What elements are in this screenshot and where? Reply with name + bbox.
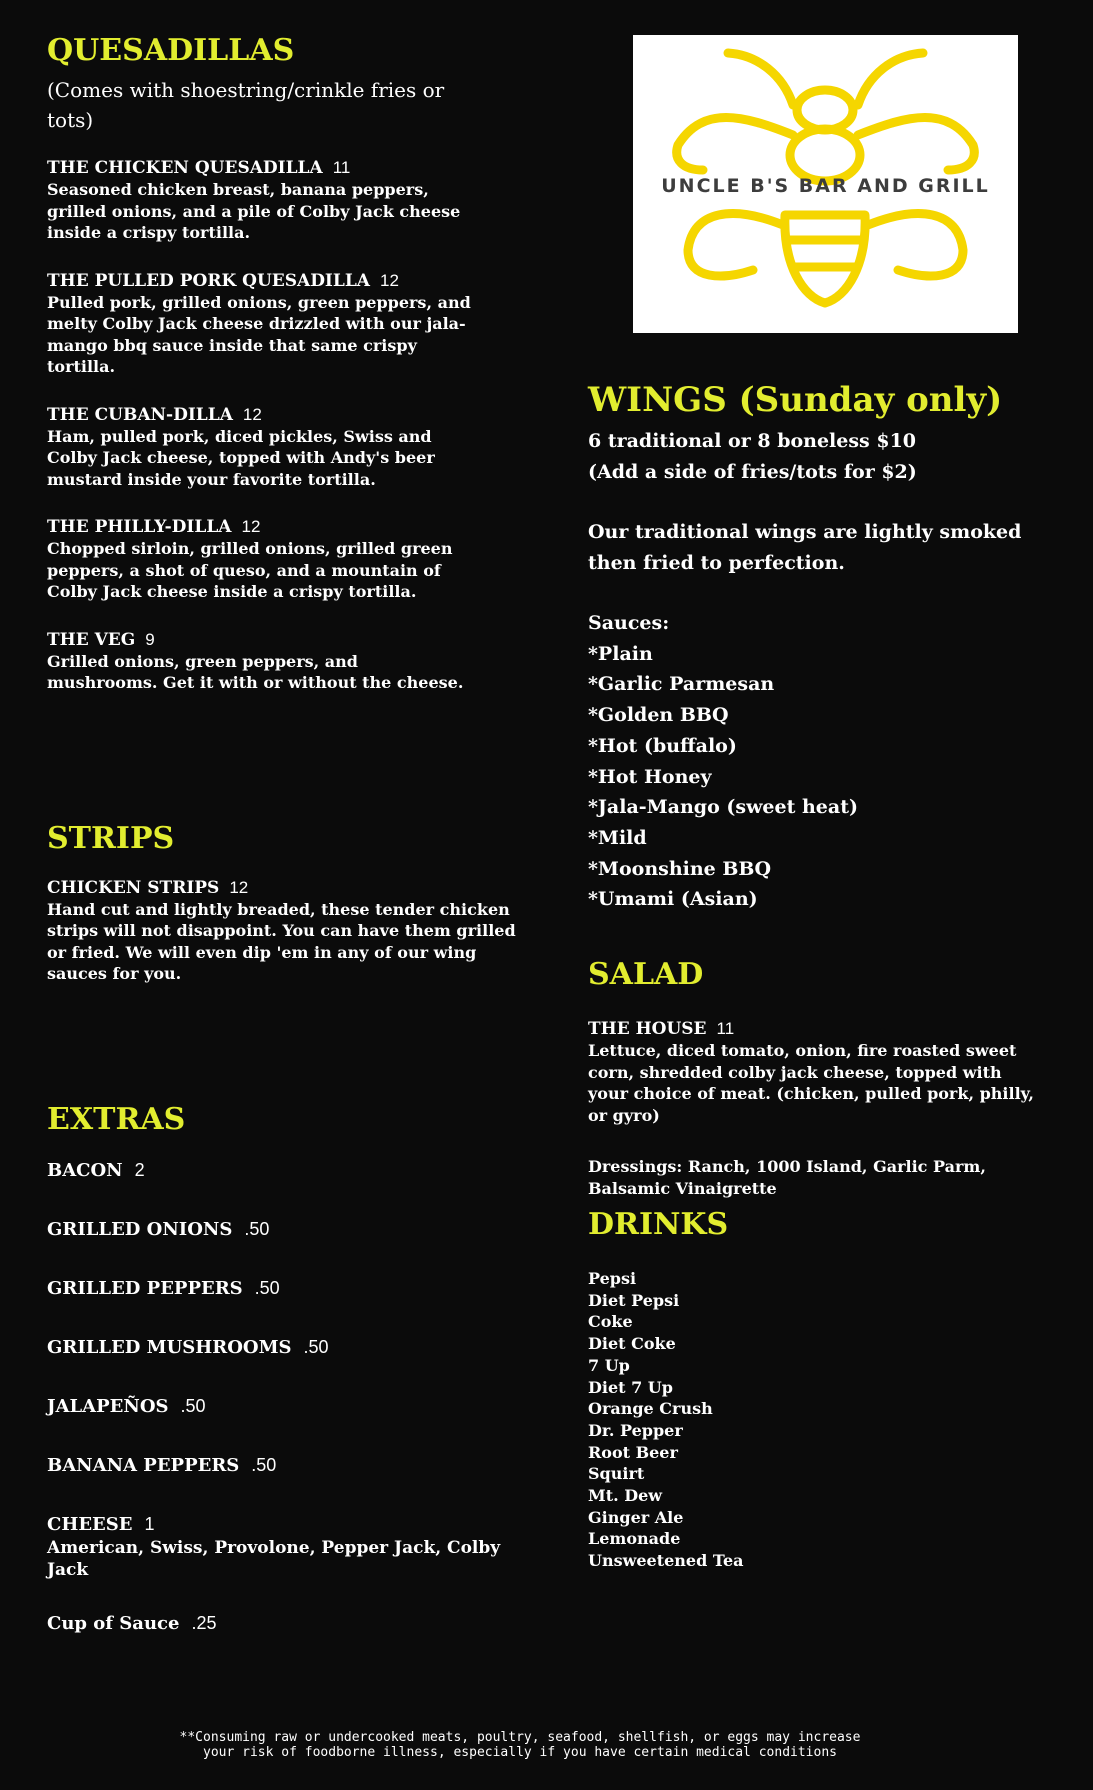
drinks-list (588, 1268, 888, 1572)
item-name: THE HOUSE (588, 1019, 707, 1039)
extra-grilled-peppers (47, 1276, 527, 1301)
item-description: Lettuce, diced tomato, onion, fire roasted sweet corn, shredded colby jack cheese, topped with your choice of meat. (chicken, pulled pork, philly, or gyro) (588, 1041, 1034, 1125)
item-description: Seasoned chicken breast, banana peppers, grilled onions, and a pile of Colby Jack cheese inside a crispy tortilla. (47, 180, 461, 242)
drink-item: Dr. Pepper (588, 1420, 683, 1440)
item-price: .50 (180, 1395, 206, 1416)
item-price: .50 (254, 1277, 280, 1298)
item-description: Pulled pork, grilled onions, green peppers, and melty Colby Jack cheese drizzled with our jala-mango bbq sauce inside that same crispy tortilla. (47, 292, 471, 376)
sauces-label: Sauces: (588, 612, 670, 634)
item-name: GRILLED PEPPERS (47, 1277, 243, 1299)
drink-item: Lemonade (588, 1529, 681, 1549)
drink-item: Root Beer (588, 1442, 678, 1462)
left-column (47, 34, 527, 1636)
health-disclaimer (0, 1730, 1040, 1760)
extra-bacon (47, 1158, 527, 1183)
sauce-item: *Garlic Parmesan (588, 673, 775, 696)
item-price: .25 (191, 1612, 217, 1633)
extras-title: EXTRAS (47, 1101, 186, 1137)
extra-grilled-mushrooms (47, 1335, 527, 1360)
item-name: GRILLED ONIONS (47, 1218, 233, 1240)
menu-item-cuban-dilla (47, 404, 472, 491)
sauce-item: *Umami (Asian) (588, 888, 758, 911)
wings-description: Our traditional wings are lightly smoked then fried to perfection. (588, 521, 1022, 574)
sauce-item: *Jala-Mango (sweet heat) (588, 796, 858, 819)
sauce-item: *Moonshine BBQ (588, 857, 772, 880)
sauce-item: *Hot (buffalo) (588, 734, 737, 757)
logo-text: UNCLE B'S BAR AND GRILL (661, 175, 990, 197)
disclaimer-text: **Consuming raw or undercooked meats, poultry, seafood, shellfish, or eggs may increase your risk of foodborne illness, especially if you have certain medical conditions (179, 1730, 861, 1760)
item-price: 11 (332, 158, 351, 177)
item-price: 1 (144, 1513, 155, 1534)
item-description: Ham, pulled pork, diced pickles, Swiss and Colby Jack cheese, topped with Andy's beer mustard inside your favorite tortilla. (47, 426, 435, 489)
item-name: THE CHICKEN QUESADILLA (47, 158, 323, 178)
wings-add-side: (Add a side of fries/tots for $2) (588, 461, 917, 483)
cheese-options: American, Swiss, Provolone, Pepper Jack, Colby Jack (47, 1537, 501, 1580)
drink-item: Mt. Dew (588, 1486, 663, 1506)
item-name: THE CUBAN-DILLA (47, 404, 233, 425)
strips-title: STRIPS (47, 820, 175, 856)
item-name: THE VEG (47, 629, 136, 650)
item-price: 2 (134, 1159, 145, 1180)
drink-item: Pepsi (588, 1269, 637, 1288)
drink-item: Orange Crush (588, 1399, 713, 1419)
drinks-title: DRINKS (588, 1207, 729, 1242)
drink-item: Diet Coke (588, 1334, 676, 1354)
item-price: .50 (251, 1454, 277, 1475)
menu-item-house-salad (588, 1018, 1038, 1199)
drink-item: Coke (588, 1312, 633, 1332)
item-price: 12 (241, 517, 261, 536)
item-description: Hand cut and lightly breaded, these tender chicken strips will not disappoint. You can have them grilled or fried. We will even dip 'em in any of our wing sauces for you. (47, 899, 516, 983)
extra-cheese (47, 1512, 527, 1537)
item-description: Chopped sirloin, grilled onions, grilled green peppers, a shot of queso, and a mountain of Colby Jack cheese inside a crispy tortilla. (47, 539, 453, 601)
drink-item: Squirt (588, 1464, 645, 1484)
item-price: .50 (244, 1218, 270, 1239)
quesadillas-note: (Comes with shoestring/crinkle fries or tots) (47, 78, 445, 132)
drink-item: Unsweetened Tea (588, 1551, 744, 1571)
sauce-item: *Hot Honey (588, 765, 712, 788)
extra-jalapenos (47, 1394, 527, 1419)
extra-banana-peppers (47, 1453, 527, 1478)
drink-item: Diet Pepsi (588, 1290, 680, 1310)
item-name: JALAPEÑOS (47, 1395, 169, 1417)
drink-item: Ginger Ale (588, 1507, 684, 1527)
item-name: BACON (47, 1159, 123, 1181)
wings-offer: 6 traditional or 8 boneless $10 (588, 430, 917, 452)
menu-item-veg (47, 629, 472, 694)
drink-item: 7 Up (588, 1355, 630, 1375)
restaurant-logo (633, 35, 1018, 333)
extra-cup-of-sauce (47, 1611, 527, 1636)
item-price: 12 (229, 877, 249, 897)
salad-dressings: Dressings: Ranch, 1000 Island, Garlic Parm, Balsamic Vinaigrette (588, 1157, 986, 1198)
item-price: .50 (303, 1336, 329, 1357)
item-description: Grilled onions, green peppers, and mushrooms. Get it with or without the cheese. (47, 651, 464, 692)
menu-item-chicken-quesadilla (47, 157, 472, 244)
item-name: Cup of Sauce (47, 1612, 180, 1634)
extra-grilled-onions (47, 1217, 527, 1242)
item-price: 12 (242, 404, 262, 424)
item-name: GRILLED MUSHROOMS (47, 1336, 292, 1358)
sauce-item: *Plain (588, 642, 653, 665)
item-name: BANANA PEPPERS (47, 1454, 240, 1476)
item-name: THE PHILLY-DILLA (47, 517, 232, 537)
menu-item-pulled-pork-quesadilla (47, 270, 472, 378)
item-name: THE PULLED PORK QUESADILLA (47, 270, 370, 291)
menu-item-philly-dilla (47, 516, 472, 603)
menu-item-chicken-strips (47, 877, 517, 985)
item-price: 9 (145, 629, 155, 649)
sauce-item: *Golden BBQ (588, 704, 729, 727)
sauce-item: *Mild (588, 826, 647, 849)
item-name: CHICKEN STRIPS (47, 877, 220, 898)
quesadillas-title: QUESADILLAS (47, 33, 295, 68)
item-price: 11 (716, 1019, 735, 1038)
salad-title: SALAD (588, 957, 704, 992)
wings-title: WINGS (Sunday only) (588, 380, 1003, 420)
drink-item: Diet 7 Up (588, 1377, 673, 1397)
item-name: CHEESE (47, 1513, 133, 1535)
item-price: 12 (379, 270, 399, 290)
